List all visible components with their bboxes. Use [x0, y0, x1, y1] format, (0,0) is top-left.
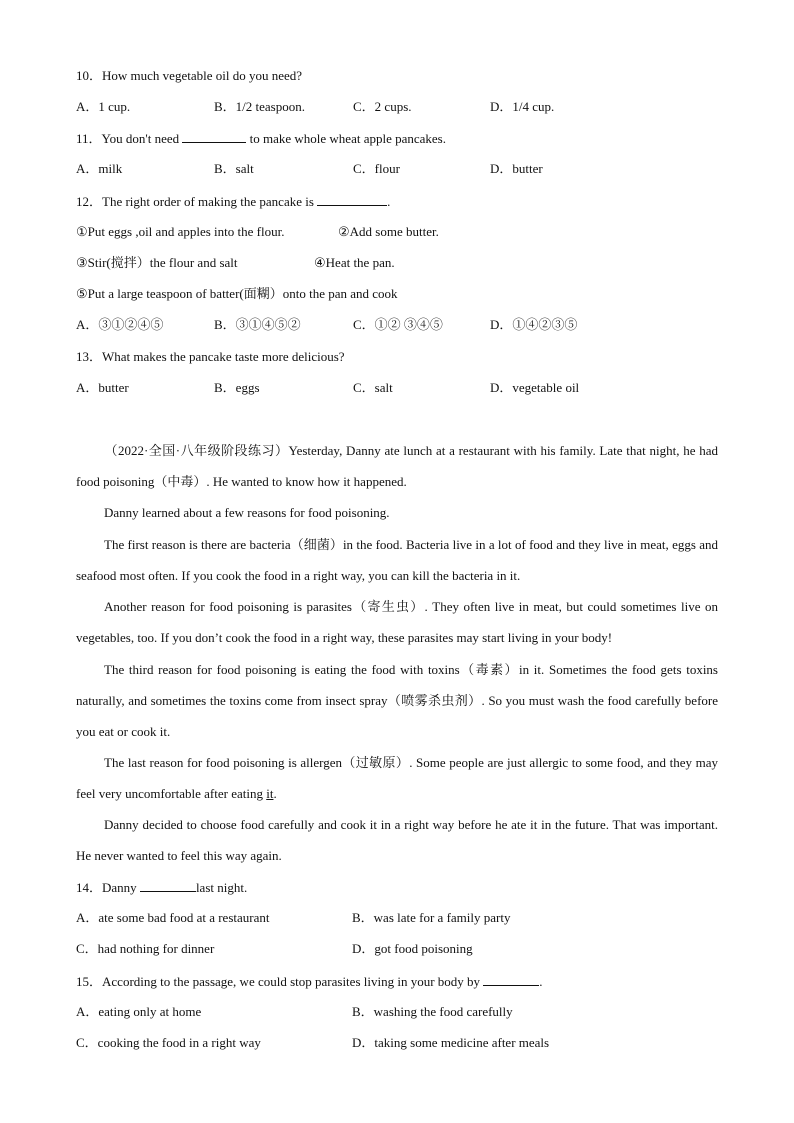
passage-paragraph-7: Danny decided to choose food carefully and cook it in a right way before he ate it in the future. That was important. He never wanted to feel this way again.	[76, 817, 718, 863]
question-15: 15．According to the passage, we could stop parasites living in your body by .	[76, 974, 543, 989]
q11-option-c: C．flour	[353, 161, 400, 176]
q12-option-b: B．③①④⑤②	[214, 317, 301, 332]
q15-option-a: A．eating only at home	[76, 1004, 202, 1019]
q14-option-b: B．was late for a family party	[352, 910, 511, 925]
q13-option-b: B．eggs	[214, 380, 260, 395]
q10-option-a: A．1 cup.	[76, 99, 131, 114]
underlined-word: it	[266, 786, 274, 801]
q12-step-5: ⑤Put a large teaspoon of batter(面糊）onto the pan and cook	[76, 286, 398, 301]
q12-step-2: ②Add some butter.	[338, 224, 439, 239]
passage-paragraph-4: Another reason for food poisoning is parasites（寄生虫）. They often live in meat, but could sometimes live on vegetables, too. If you don’t cook the food in a right way, these parasites may start living in your body!	[76, 599, 718, 645]
answer-blank	[182, 129, 246, 143]
passage-paragraph-2: Danny learned about a few reasons for food poisoning.	[104, 505, 390, 520]
passage-paragraph-5: The third reason for food poisoning is eating the food with toxins（毒素）in it. Sometimes the food gets toxins naturally, and sometimes the toxins come from insect spray（喷雾杀虫剂）. So you must wash the food carefully before you eat or cook it.	[76, 662, 718, 739]
q15-option-b: B．washing the food carefully	[352, 1004, 513, 1019]
question-13: 13．What makes the pancake taste more delicious?	[76, 349, 345, 364]
q12-option-c: C．①② ③④⑤	[353, 317, 443, 332]
answer-blank	[483, 972, 539, 986]
q11-option-a: A．milk	[76, 161, 123, 176]
q13-option-d: D．vegetable oil	[490, 380, 580, 395]
q14-option-c: C．had nothing for dinner	[76, 941, 215, 956]
q13-option-c: C．salt	[353, 380, 393, 395]
q11-option-b: B．salt	[214, 161, 254, 176]
question-14: 14．Danny last night.	[76, 880, 248, 895]
passage-paragraph-6: The last reason for food poisoning is allergen（过敏原）. Some people are just allergic to some food, and they may feel very uncomfortable after eating it.	[76, 755, 718, 801]
q10-option-d: D．1/4 cup.	[490, 99, 555, 114]
passage-paragraph-1: （2022·全国·八年级阶段练习）Yesterday, Danny ate lunch at a restaurant with his family. Late that night, he had food poisoning（中毒）. He wanted to know how it happened.	[76, 443, 718, 489]
answer-blank	[140, 878, 196, 892]
q12-step-4: ④Heat the pan.	[314, 255, 395, 270]
q12-option-a: A．③①②④⑤	[76, 317, 164, 332]
q12-step-3: ③Stir(搅拌）the flour and salt	[76, 255, 238, 270]
q15-option-c: C．cooking the food in a right way	[76, 1035, 261, 1050]
answer-blank	[317, 192, 387, 206]
q12-option-d: D．①④②③⑤	[490, 317, 578, 332]
q13-option-a: A．butter	[76, 380, 129, 395]
question-10: 10．How much vegetable oil do you need?	[76, 68, 303, 83]
passage-paragraph-3: The first reason is there are bacteria（细菌）in the food. Bacteria live in a lot of food and they live in meat, eggs and seafood most often. If you cook the food in a right way, you can kill the bacteria in it.	[76, 537, 718, 583]
q14-option-d: D．got food poisoning	[352, 941, 473, 956]
q11-option-d: D．butter	[490, 161, 543, 176]
q15-option-d: D．taking some medicine after meals	[352, 1035, 550, 1050]
question-12: 12．The right order of making the pancake is .	[76, 194, 391, 209]
q10-option-c: C．2 cups.	[353, 99, 412, 114]
q10-option-b: B．1/2 teaspoon.	[214, 99, 305, 114]
q12-step-1: ①Put eggs ,oil and apples into the flour.	[76, 224, 285, 239]
question-11: 11．You don't need to make whole wheat apple pancakes.	[76, 131, 446, 146]
q14-option-a: A．ate some bad food at a restaurant	[76, 910, 270, 925]
